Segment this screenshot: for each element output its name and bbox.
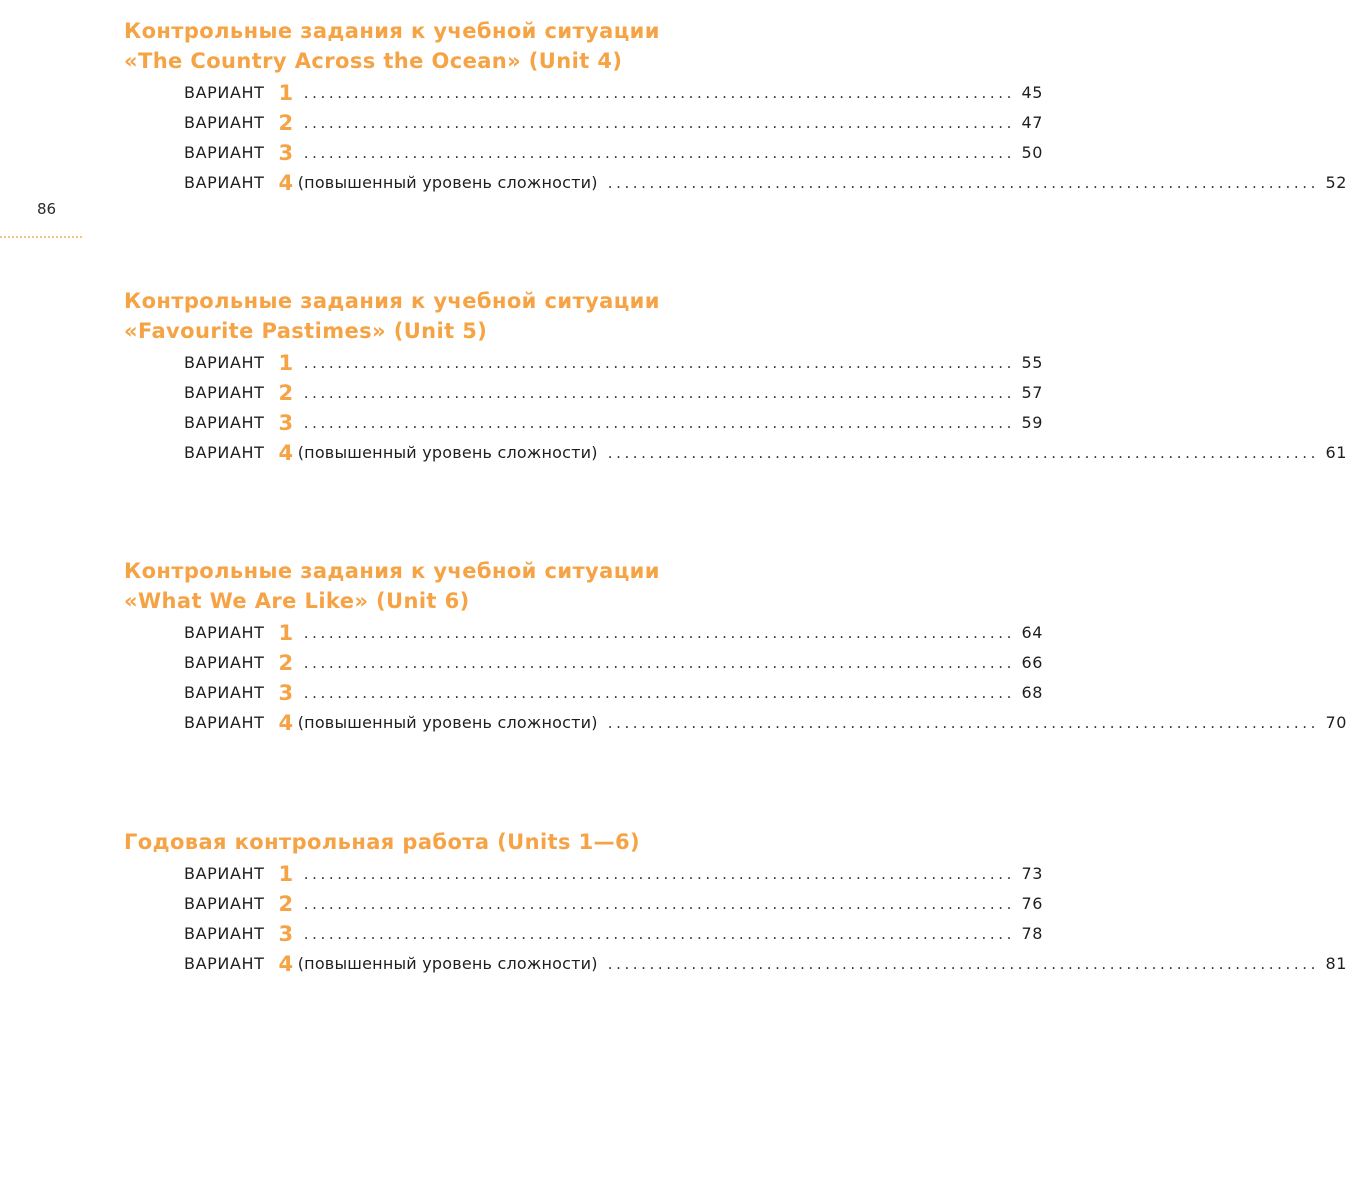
dot-leader: ..................................................................................... bbox=[607, 955, 1319, 973]
toc-section-unit-5 bbox=[124, 286, 1347, 468]
toc-entry[interactable] bbox=[124, 438, 1347, 468]
entry-note: (повышенный уровень сложности) bbox=[297, 443, 598, 462]
section-title-line-2: «The Country Across the Ocean» (Unit 4) bbox=[124, 49, 623, 73]
dot-leader: ..................................................................................... bbox=[303, 144, 1016, 162]
dot-leader: ..................................................................................... bbox=[607, 714, 1319, 732]
page-number: 86 bbox=[37, 200, 57, 218]
dot-leader: ..................................................................................... bbox=[303, 895, 1016, 913]
variant-number: 1 bbox=[278, 351, 294, 375]
entry-note: (повышенный уровень сложности) bbox=[297, 713, 598, 732]
dot-leader: ..................................................................................... bbox=[607, 174, 1319, 192]
variant-number: 2 bbox=[278, 892, 294, 916]
entry-page-number: 76 bbox=[1021, 894, 1044, 913]
section-title-line-2: «What We Are Like» (Unit 6) bbox=[124, 589, 470, 613]
entry-page-number: 47 bbox=[1021, 113, 1044, 132]
toc-entry[interactable] bbox=[124, 108, 1044, 138]
section-title bbox=[124, 286, 876, 346]
variant-number: 4 bbox=[278, 952, 294, 976]
section-title bbox=[124, 827, 876, 857]
section-title-line-1: Годовая контрольная работа (Units 1—6) bbox=[124, 830, 641, 854]
dot-leader: ..................................................................................... bbox=[303, 624, 1016, 642]
toc-entry[interactable] bbox=[124, 949, 1347, 979]
entry-page-number: 55 bbox=[1021, 353, 1044, 372]
toc-entry[interactable] bbox=[124, 378, 1044, 408]
entry-page-number: 78 bbox=[1021, 924, 1044, 943]
entry-page-number: 70 bbox=[1325, 713, 1347, 732]
entry-label: ВАРИАНТ bbox=[184, 894, 265, 913]
entry-page-number: 64 bbox=[1021, 623, 1044, 642]
section-title-line-2: «Favourite Pastimes» (Unit 5) bbox=[124, 319, 488, 343]
variant-number: 3 bbox=[278, 922, 294, 946]
entry-label: ВАРИАНТ bbox=[184, 113, 265, 132]
variant-number: 2 bbox=[278, 381, 294, 405]
entry-page-number: 57 bbox=[1021, 383, 1044, 402]
entry-label: ВАРИАНТ bbox=[184, 683, 265, 702]
variant-number: 3 bbox=[278, 411, 294, 435]
toc-entry[interactable] bbox=[124, 348, 1044, 378]
variant-number: 2 bbox=[278, 111, 294, 135]
dot-leader: ..................................................................................... bbox=[303, 114, 1016, 132]
toc-entry[interactable] bbox=[124, 168, 1347, 198]
dot-leader: ..................................................................................... bbox=[303, 865, 1016, 883]
entry-label: ВАРИАНТ bbox=[184, 864, 265, 883]
dot-leader: ..................................................................................... bbox=[607, 444, 1319, 462]
section-title bbox=[124, 16, 876, 76]
toc-section-unit-6 bbox=[124, 556, 1347, 738]
dot-leader: ..................................................................................... bbox=[303, 654, 1016, 672]
entry-label: ВАРИАНТ bbox=[184, 443, 265, 462]
toc-section-annual-test bbox=[124, 827, 1347, 979]
variant-number: 3 bbox=[278, 141, 294, 165]
entry-label: ВАРИАНТ bbox=[184, 623, 265, 642]
entry-label: ВАРИАНТ bbox=[184, 954, 265, 973]
entry-label: ВАРИАНТ bbox=[184, 143, 265, 162]
toc-entry[interactable] bbox=[124, 648, 1044, 678]
entry-note: (повышенный уровень сложности) bbox=[297, 954, 598, 973]
dot-leader: ..................................................................................... bbox=[303, 84, 1016, 102]
margin-divider bbox=[0, 236, 82, 238]
section-title-line-1: Контрольные задания к учебной ситуации bbox=[124, 559, 660, 583]
toc-entry[interactable] bbox=[124, 138, 1044, 168]
dot-leader: ..................................................................................... bbox=[303, 384, 1016, 402]
variant-number: 4 bbox=[278, 171, 294, 195]
entry-page-number: 73 bbox=[1021, 864, 1044, 883]
entry-page-number: 50 bbox=[1021, 143, 1044, 162]
variant-number: 4 bbox=[278, 441, 294, 465]
dot-leader: ..................................................................................... bbox=[303, 925, 1016, 943]
entry-label: ВАРИАНТ bbox=[184, 353, 265, 372]
toc-entry[interactable] bbox=[124, 859, 1044, 889]
toc-entry[interactable] bbox=[124, 678, 1044, 708]
toc-section-unit-4 bbox=[124, 16, 1347, 198]
entry-label: ВАРИАНТ bbox=[184, 653, 265, 672]
entry-label: ВАРИАНТ bbox=[184, 413, 265, 432]
dot-leader: ..................................................................................... bbox=[303, 414, 1016, 432]
variant-number: 1 bbox=[278, 862, 294, 886]
entry-label: ВАРИАНТ bbox=[184, 713, 265, 732]
entry-page-number: 61 bbox=[1325, 443, 1347, 462]
variant-number: 3 bbox=[278, 681, 294, 705]
variant-number: 2 bbox=[278, 651, 294, 675]
toc-entry[interactable] bbox=[124, 618, 1044, 648]
toc-entry[interactable] bbox=[124, 708, 1347, 738]
toc-entry[interactable] bbox=[124, 919, 1044, 949]
entry-page-number: 52 bbox=[1325, 173, 1347, 192]
variant-number: 1 bbox=[278, 621, 294, 645]
entry-label: ВАРИАНТ bbox=[184, 83, 265, 102]
entry-label: ВАРИАНТ bbox=[184, 924, 265, 943]
section-title-line-1: Контрольные задания к учебной ситуации bbox=[124, 289, 660, 313]
dot-leader: ..................................................................................... bbox=[303, 354, 1016, 372]
section-title-line-1: Контрольные задания к учебной ситуации bbox=[124, 19, 660, 43]
variant-number: 4 bbox=[278, 711, 294, 735]
section-title bbox=[124, 556, 876, 616]
entry-note: (повышенный уровень сложности) bbox=[297, 173, 598, 192]
variant-number: 1 bbox=[278, 81, 294, 105]
entry-page-number: 59 bbox=[1021, 413, 1044, 432]
dot-leader: ..................................................................................... bbox=[303, 684, 1016, 702]
entry-page-number: 66 bbox=[1021, 653, 1044, 672]
entry-label: ВАРИАНТ bbox=[184, 173, 265, 192]
toc-entry[interactable] bbox=[124, 408, 1044, 438]
toc-entry[interactable] bbox=[124, 78, 1044, 108]
entry-page-number: 68 bbox=[1021, 683, 1044, 702]
entry-page-number: 45 bbox=[1021, 83, 1044, 102]
entry-page-number: 81 bbox=[1325, 954, 1347, 973]
toc-entry[interactable] bbox=[124, 889, 1044, 919]
entry-label: ВАРИАНТ bbox=[184, 383, 265, 402]
